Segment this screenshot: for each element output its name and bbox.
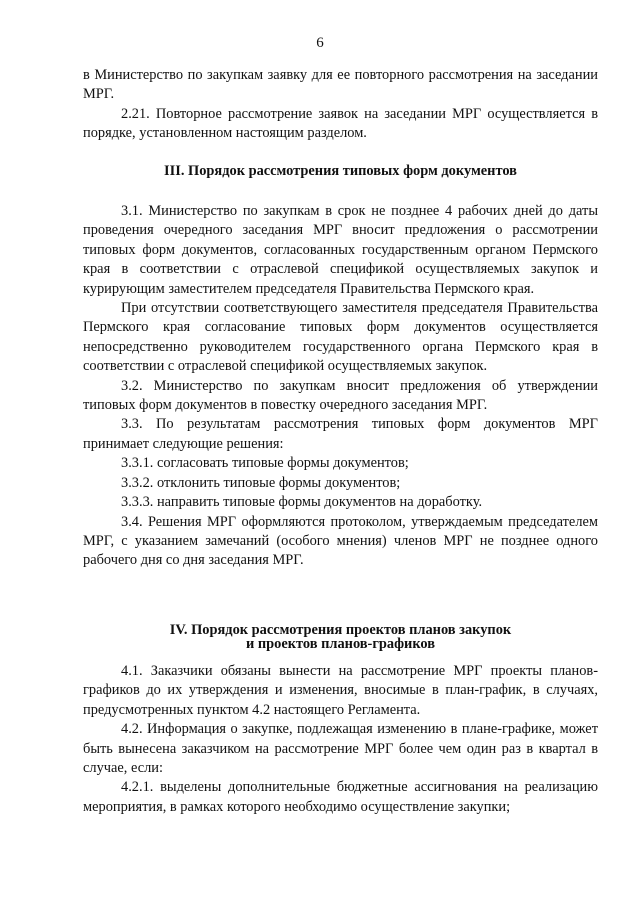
paragraph-4-2-1: 4.2.1. выделены дополнительные бюджетные ассигнования на реализацию мероприятия, в рамках которого необходимо осуществление закупки; [83, 779, 598, 815]
paragraph-3-2: 3.2. Министерство по закупкам вносит предложения об утверждении типовых форм документов в повестку очередного заседания МРГ. [83, 377, 598, 414]
paragraph-4-2: 4.2. Информация о закупке, подлежащая изменению в плане-графике, может быть вынесена заказчиком на рассмотрение МРГ более чем один раз в квартал в случае, если: [83, 721, 598, 777]
section-3-heading: III. Порядок рассмотрения типовых форм документов [164, 163, 517, 179]
intro-text-block [83, 66, 598, 144]
paragraph: в Министерство по закупкам заявку для ее повторного рассмотрения на заседании МРГ. [83, 67, 598, 103]
paragraph-3-4: 3.4. Решения МРГ оформляются протоколом, утверждаемым председателем МРГ, с указанием замечаний (особого мнения) членов МРГ не позднее одного рабочего дня со дня заседания МРГ. [83, 513, 598, 569]
paragraph-3-3: 3.3. По результатам рассмотрения типовых форм документов МРГ принимает следующие решения: [83, 416, 598, 452]
paragraph-3-1-note: При отсутствии соответствующего заместителя председателя Правительства Пермского края согласование типовых форм документов осуществляется непосредственно руководителем государственного органа Пермского края в соответствии с отраслевой спецификой осуществляемых закупок. [83, 300, 598, 375]
paragraph-3-3-3: 3.3.3. направить типовые формы документов на доработку. [121, 494, 483, 511]
section-3-body [83, 202, 598, 571]
section-4-body [83, 662, 598, 817]
section-4-heading-line-1: IV. Порядок рассмотрения проектов планов закупок [169, 622, 512, 638]
paragraph-3-1: 3.1. Министерство по закупкам в срок не позднее 4 рабочих дней до даты проведения очередного заседания МРГ вносит предложения о рассмотрении типовых форм документов, согласованных государственным органом Пермского края в соответствии с отраслевой спецификой осуществляемых закупок и курирующим заместителем председателя Правительства Пермского края. [83, 203, 598, 297]
paragraph-3-3-1: 3.3.1. согласовать типовые формы документов; [121, 455, 409, 472]
paragraph-4-1: 4.1. Заказчики обязаны вынести на рассмотрение МРГ проекты планов-графиков до их утверждения и изменения, вносимые в план-график, в случаях, предусмотренных пунктом 4.2 настоящего Регламента. [83, 663, 598, 718]
page-number: 6 [316, 35, 324, 51]
paragraph-2-21: 2.21. Повторное рассмотрение заявок на заседании МРГ осуществляется в порядке, установленном настоящим разделом. [83, 105, 598, 142]
section-4-heading [83, 623, 598, 651]
paragraph-3-3-2: 3.3.2. отклонить типовые формы документов; [121, 474, 401, 491]
section-4-heading-line-2: и проектов планов-графиков [245, 636, 436, 652]
